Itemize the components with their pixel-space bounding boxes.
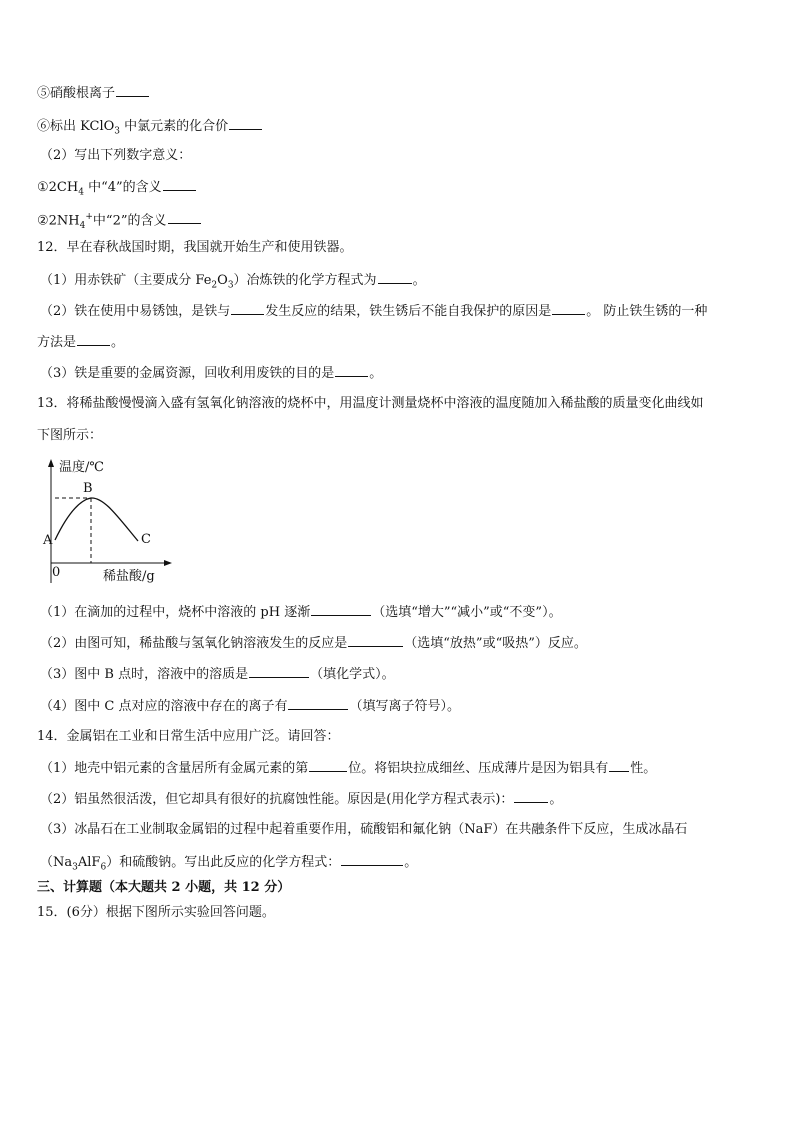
superscript: + <box>85 212 93 222</box>
q12-p1-end: 。 <box>412 273 426 288</box>
q12-part3 <box>40 364 382 383</box>
q12-p2-end: 。 <box>111 335 125 350</box>
q14-p2-text: （2）铝虽然很活泼，但它却具有很好的抗腐蚀性能。原因是(用化学方程式表示)： <box>40 792 514 807</box>
q14-part2 <box>40 790 562 809</box>
q14-p2-end: 。 <box>549 792 563 807</box>
q11-m2-text2: 中“2”的含义 <box>92 213 167 229</box>
q12-part2 <box>40 302 707 321</box>
temperature-curve-graph <box>38 455 178 591</box>
answer-blank[interactable] <box>231 302 264 315</box>
q13-p2-text: （2）由图可知，稀盐酸与氢氧化钠溶液发生的反应是 <box>40 636 348 651</box>
answer-blank[interactable] <box>348 634 403 647</box>
q11-item6 <box>37 117 263 141</box>
q11-m1-text: ①2CH <box>37 180 79 195</box>
q13-part2 <box>40 634 587 653</box>
graph-y-label: 温度/℃ <box>59 460 104 475</box>
q12-p2-text: （2）铁在使用中易锈蚀，是铁与 <box>40 304 231 319</box>
q13-p1-text: （1）在滴加的过程中，烧杯中溶液的 pH 逐渐 <box>40 605 311 620</box>
q14-p3-text2: （Na <box>40 855 73 870</box>
q14-part1 <box>40 759 656 778</box>
answer-blank[interactable] <box>311 603 371 616</box>
q12-p2-text4: 方法是 <box>37 335 77 350</box>
q13-stem-line1: 13．将稀盐酸慢慢滴入盛有氢氧化钠溶液的烧杯中，用温度计测量烧杯中溶液的温度随加入稀盐酸的质量变化曲线如 <box>37 396 704 411</box>
q14-p3-end: 。 <box>404 855 418 870</box>
subscript: 3 <box>72 862 78 873</box>
graph-origin-label: 0 <box>52 565 61 580</box>
y-axis-arrow <box>48 459 54 467</box>
q12-p2-text2: 发生反应的结果，铁生锈后不能自我保护的原因是 <box>265 304 552 319</box>
q13-p4-text2: （填写离子符号）。 <box>349 699 460 714</box>
q14-p3-text: （3）冰晶石在工业制取金属铝的过程中起着重要作用，硫酸铝和氟化钠（NaF）在共融条件下反应，生成冰晶石 <box>40 822 688 837</box>
answer-blank[interactable] <box>378 271 412 284</box>
q13-part1 <box>40 603 562 622</box>
q11-m2-text: ②2NH <box>37 213 80 229</box>
q11-item5-text: ⑤硝酸根离子 <box>37 86 116 101</box>
q12-p1-mid: O <box>217 273 228 288</box>
answer-blank[interactable] <box>288 697 348 710</box>
graph-point-a-label: A <box>43 533 53 548</box>
x-axis-arrow <box>164 560 172 566</box>
q11-part2: （2）写出下列数字意义： <box>40 148 192 163</box>
answer-blank[interactable] <box>341 853 403 866</box>
q14-part3 <box>40 821 687 839</box>
q12-stem: 12．早在春秋战国时期，我国就开始生产和使用铁器。 <box>37 240 353 255</box>
q14-p1-text3: 性。 <box>630 761 657 776</box>
answer-blank[interactable] <box>163 178 196 191</box>
subscript: 2 <box>211 280 218 291</box>
q15-stem: 15．(6分）根据下图所示实验回答问题。 <box>37 905 275 920</box>
q13-p3-text: （3）图中 B 点时，溶液中的溶质是 <box>40 667 249 682</box>
q13-p2-text2: （选填“放热”或“吸热”）反应。 <box>404 636 587 651</box>
q14-p1-text2: 位。将铝块拉成细丝、压成薄片是因为铝具有 <box>348 761 609 776</box>
q13-stem-line2: 下图所示： <box>37 428 103 443</box>
q12-p3-text: （3）铁是重要的金属资源，回收利用废铁的目的是 <box>40 366 335 381</box>
q14-stem: 14．金属铝在工业和日常生活中应用广泛。请回答： <box>37 729 340 744</box>
q13-p1-text2: （选填“增大”“减小”或“不变”）。 <box>372 605 562 620</box>
answer-blank[interactable] <box>249 665 309 678</box>
subscript: 4 <box>79 220 86 231</box>
q13-part4 <box>40 697 460 716</box>
section-heading: 三、计算题（本大题共 2 小题，共 12 分） <box>37 880 291 895</box>
q14-p3-text3: AlF <box>77 855 101 870</box>
q13-part3 <box>40 665 395 684</box>
answer-blank[interactable] <box>552 302 585 315</box>
answer-blank[interactable] <box>229 117 262 130</box>
q11-meaning2 <box>37 208 202 235</box>
q12-p1-text2: ）冶炼铁的化学方程式为 <box>233 273 377 288</box>
graph-point-b-label: B <box>83 481 93 496</box>
q11-m1-text2: 中“4”的含义 <box>83 180 162 195</box>
q14-part3-cont <box>40 853 417 877</box>
q12-part2-cont <box>37 333 124 352</box>
graph-point-c-label: C <box>141 532 151 547</box>
q12-p2-text3: 。 防止铁生锈的一种 <box>586 304 708 319</box>
answer-blank[interactable] <box>116 84 149 97</box>
temperature-curve <box>55 498 138 541</box>
answer-blank[interactable] <box>335 364 368 377</box>
answer-blank[interactable] <box>609 759 629 772</box>
q11-item6-text2: 中氯元素的化合价 <box>120 119 229 134</box>
graph-x-label: 稀盐酸/g <box>103 569 155 584</box>
answer-blank[interactable] <box>514 790 548 803</box>
q14-p3-text4: ）和硫酸钠。写出此反应的化学方程式： <box>106 855 341 870</box>
subscript: 6 <box>100 862 107 873</box>
q13-p4-text: （4）图中 C 点对应的溶液中存在的离子有 <box>40 699 288 714</box>
subscript: 4 <box>78 187 84 198</box>
answer-blank[interactable] <box>77 333 110 346</box>
answer-blank[interactable] <box>309 759 347 772</box>
answer-blank[interactable] <box>168 211 201 224</box>
q12-part1 <box>40 271 426 295</box>
q14-p1-text: （1）地壳中铝元素的含量居所有金属元素的第 <box>40 761 309 776</box>
subscript: 3 <box>114 126 120 137</box>
q12-p1-text: （1）用赤铁矿（主要成分 Fe <box>40 273 212 288</box>
q11-item6-text: ⑥标出 KClO <box>37 119 115 134</box>
q12-p3-end: 。 <box>369 366 383 381</box>
q13-p3-text2: （填化学式）。 <box>310 667 395 682</box>
q11-item5 <box>37 84 150 103</box>
q11-meaning1 <box>37 178 197 202</box>
subscript: 3 <box>227 280 234 291</box>
